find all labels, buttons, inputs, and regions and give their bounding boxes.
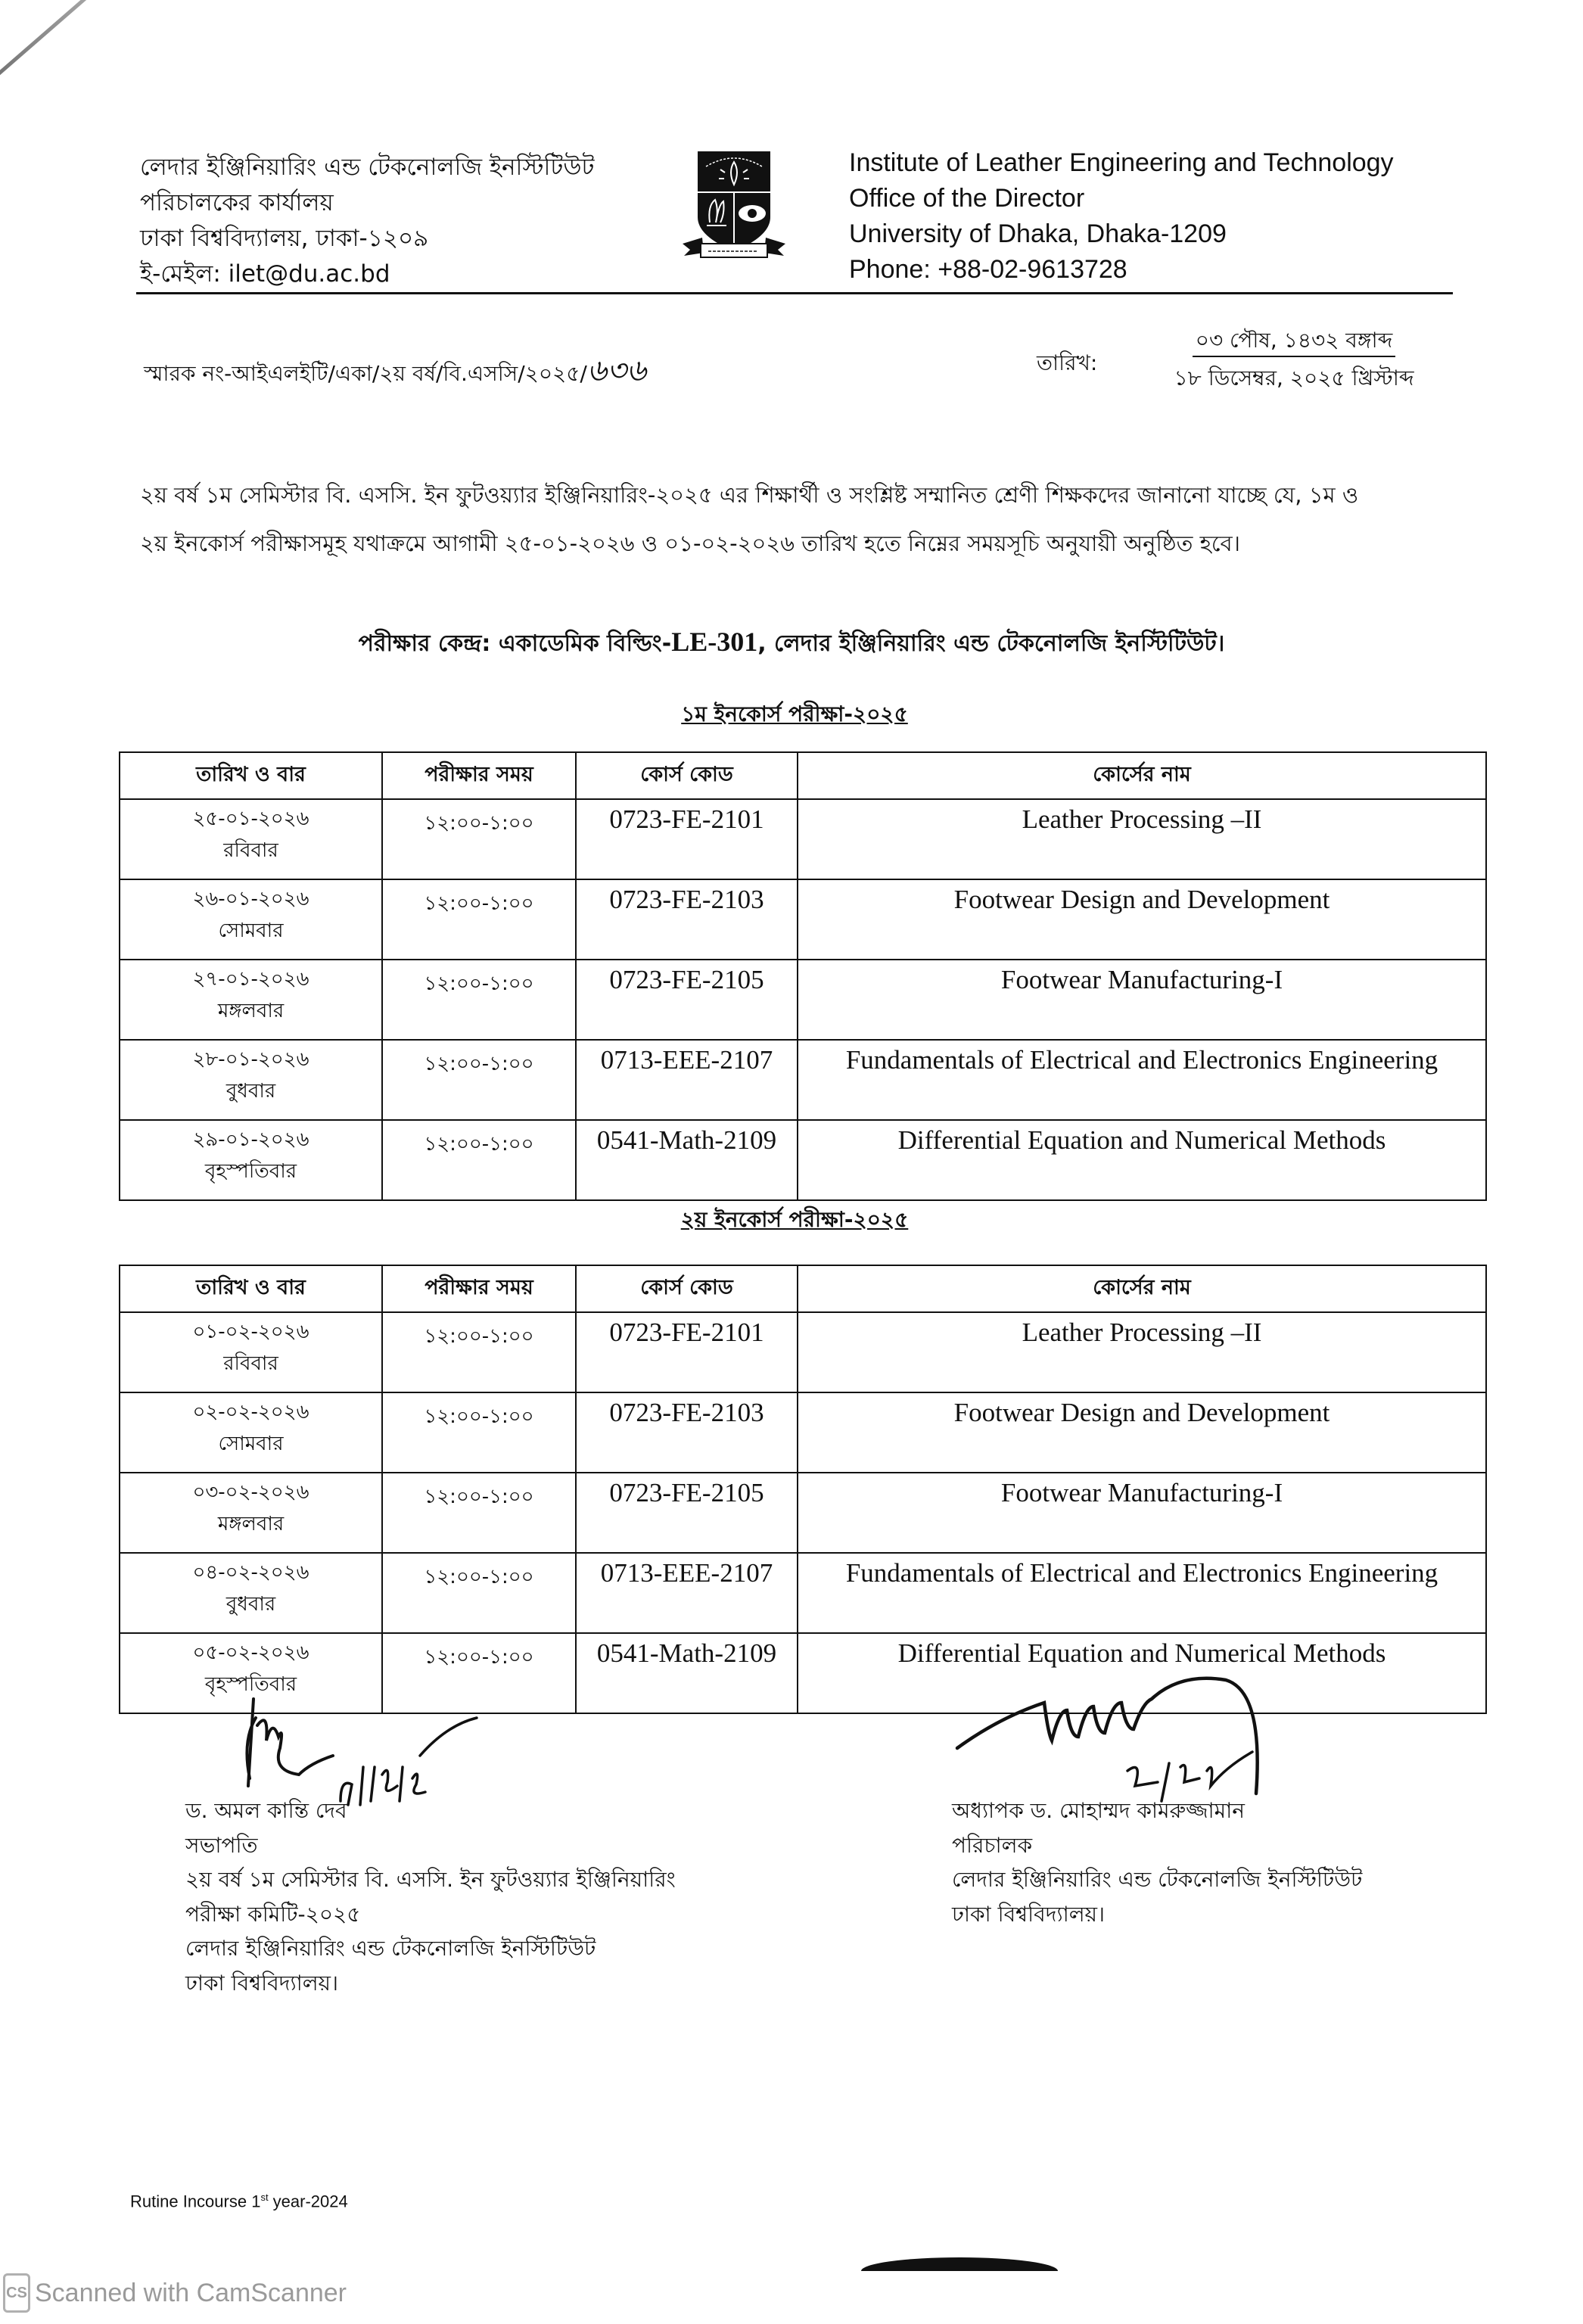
notice-line-1: ২য় বর্ষ ১ম সেমিস্টার বি. এসসি. ইন ফুটওয়্যার ইঞ্জিনিয়ারিং-২০২৫ এর শিক্ষার্থী ও সংশ্লিষ্ট সম্মানিত শ্রেণী শিক্ষকদের জানানো যাচ্ছে যে, ১ম ও [140,482,1359,508]
table-row [120,799,1486,879]
table-row [120,879,1486,960]
signatory-left [185,1794,676,2000]
exam-day: মঙ্গলবার [217,1513,285,1535]
exam-date: ২৬-০১-২০২৬ [192,888,309,910]
footer-note-prefix: Rutine Incourse 1 [130,2192,261,2211]
course-name: Differential Equation and Numerical Methods [798,1633,1486,1713]
course-code: 0723-FE-2101 [576,799,798,879]
course-name: Footwear Design and Development [798,879,1486,960]
header-time: পরীক্ষার সময় [382,1265,576,1312]
exam-day: বুধবার [225,1593,276,1616]
camscanner-watermark-text: Scanned with CamScanner [35,2278,347,2307]
signatory-right-university: ঢাকা বিশ্ববিদ্যালয়। [952,1901,1106,1927]
exam-day: বুধবার [225,1080,276,1103]
office-name-english: Office of the Director [849,184,1085,213]
scan-artifact-blob [861,2257,1058,2271]
exam-day: বৃহস্পতিবার [204,1160,297,1183]
institute-name-english: Institute of Leather Engineering and Technology [849,148,1394,177]
table-row [120,1553,1486,1633]
date-label: তারিখ: [1037,350,1098,375]
exam-time: ১২:০০-১:০০ [382,799,576,879]
header-time: পরীক্ষার সময় [382,752,576,799]
signatory-left-committee-year: পরীক্ষা কমিটি-২০২৫ [185,1901,361,1927]
letterhead-english [849,145,1394,288]
signatory-right-name: অধ্যাপক ড. মোহাম্মদ কামরুজ্জামান [952,1798,1245,1823]
exam-day: বৃহস্পতিবার [204,1673,297,1696]
exam-time: ১২:০০-১:০০ [382,1633,576,1713]
camscanner-watermark [3,2273,347,2313]
course-code: 0541-Math-2109 [576,1120,798,1200]
course-code: 0723-FE-2103 [576,1392,798,1473]
signatory-right-title: পরিচালক [952,1832,1033,1858]
university-of-dhaka-crest-icon [681,145,787,263]
exam-date: ০৫-০২-২০২৬ [192,1641,309,1664]
course-name: Footwear Manufacturing-I [798,1473,1486,1553]
exam-center [0,625,1583,664]
exam-time: ১২:০০-১:০০ [382,1040,576,1120]
date-block [1150,322,1438,397]
letterhead-bangla [140,150,594,292]
schedule-1-table [119,751,1487,1201]
header-course-code: কোর্স কোড [576,1265,798,1312]
course-code: 0713-EEE-2107 [576,1040,798,1120]
exam-time: ১২:০০-১:০০ [382,960,576,1040]
exam-time: ১২:০০-১:০০ [382,1392,576,1473]
course-name: Differential Equation and Numerical Methods [798,1120,1486,1200]
header-date-day: তারিখ ও বার [120,752,382,799]
signatory-right-institute: লেদার ইঞ্জিনিয়ারিং এন্ড টেকনোলজি ইনস্টিটিউট [952,1867,1363,1892]
exam-day: সোমবার [218,919,284,942]
memo-reference [144,347,646,397]
exam-time: ১২:০০-১:০০ [382,1473,576,1553]
course-name: Footwear Design and Development [798,1392,1486,1473]
table-row [120,1040,1486,1120]
date-bangla-calendar: ০৩ পৌষ, ১৪৩২ বঙ্গাব্দ [1193,325,1396,357]
course-name: Footwear Manufacturing-I [798,960,1486,1040]
signatory-left-university: ঢাকা বিশ্ববিদ্যালয়। [185,1970,339,1996]
memo-reference-number: ৬৩৬ [586,353,646,388]
camscanner-logo-icon: CS [3,2273,30,2313]
signatory-left-name: ড. অমল কান্তি দেব [185,1798,347,1823]
signatory-left-institute: লেদার ইঞ্জিনিয়ারিং এন্ড টেকনোলজি ইনস্টিটিউট [185,1936,596,1961]
course-name: Leather Processing –II [798,1312,1486,1392]
phone-english: Phone: +88-02-9613728 [849,255,1127,284]
notice-paragraph [140,471,1502,568]
table-row [120,1120,1486,1200]
exam-time: ১২:০০-১:০০ [382,1312,576,1392]
exam-date: ২৮-০১-২০২৬ [192,1048,309,1071]
exam-time: ১২:০০-১:০০ [382,1553,576,1633]
exam-date: ২৫-০১-২০২৬ [192,807,309,830]
course-name: Fundamentals of Electrical and Electronics Engineering [798,1040,1486,1120]
header-course-name: কোর্সের নাম [798,1265,1486,1312]
course-code: 0713-EEE-2107 [576,1553,798,1633]
course-code: 0723-FE-2101 [576,1312,798,1392]
exam-day: সোমবার [218,1433,284,1455]
exam-date: ০৪-০২-২০২৬ [192,1561,309,1584]
signatory-left-committee: ২য় বর্ষ ১ম সেমিস্টার বি. এসসি. ইন ফুটওয়্যার ইঞ্জিনিয়ারিং [185,1867,676,1892]
exam-day: রবিবার [223,839,278,862]
course-code: 0723-FE-2105 [576,1473,798,1553]
email-bangla: ই-মেইল: ilet@du.ac.bd [140,260,390,288]
footer-note [130,2192,348,2211]
course-name: Fundamentals of Electrical and Electronics Engineering [798,1553,1486,1633]
signatory-left-title: সভাপতি [185,1832,258,1858]
exam-day: মঙ্গলবার [217,1000,285,1022]
scan-artifact-line [0,0,170,86]
exam-date: ০২-০২-২০২৬ [192,1401,309,1423]
exam-center-prefix: পরীক্ষার কেন্দ্র: একাডেমিক বিল্ডিং- [358,630,672,657]
course-code: 0723-FE-2103 [576,879,798,960]
exam-day: রবিবার [223,1352,278,1375]
table-header-row [120,752,1486,799]
course-code: 0541-Math-2109 [576,1633,798,1713]
table-row [120,960,1486,1040]
table-row [120,1312,1486,1392]
table-header-row [120,1265,1486,1312]
letterhead-divider [136,292,1453,294]
signatory-right [952,1794,1362,1931]
signature-left-icon [227,1695,499,1809]
signature-right-icon [953,1672,1407,1809]
exam-date: ২৯-০১-২০২৬ [192,1128,309,1151]
exam-date: ০১-০২-২০২৬ [192,1321,309,1343]
address-bangla: ঢাকা বিশ্ববিদ্যালয়, ঢাকা-১২০৯ [140,225,429,252]
schedule-2-table [119,1265,1487,1714]
exam-date: ০৩-০২-২০২৬ [192,1481,309,1504]
exam-center-room: LE-301 [671,627,758,657]
header-date-day: তারিখ ও বার [120,1265,382,1312]
office-name-bangla: পরিচালকের কার্যালয় [140,189,334,216]
notice-line-2: ২য় ইনকোর্স পরীক্ষাসমূহ যথাক্রমে আগামী ২৫-০১-২০২৬ ও ০১-০২-২০২৬ তারিখ হতে নিম্নের সময়সূচি অনুযায়ী অনুষ্ঠিত হবে। [140,530,1241,556]
header-course-code: কোর্স কোড [576,752,798,799]
table-row [120,1392,1486,1473]
memo-reference-prefix: স্মারক নং-আইএলইটি/একা/২য় বর্ষ/বি.এসসি/২০২৫/ [144,361,587,386]
table-row [120,1473,1486,1553]
course-code: 0723-FE-2105 [576,960,798,1040]
exam-time: ১২:০০-১:০০ [382,879,576,960]
date-gregorian: ১৮ ডিসেম্বর, ২০২৫ খ্রিস্টাব্দ [1174,366,1414,390]
institute-name-bangla: লেদার ইঞ্জিনিয়ারিং এন্ড টেকনোলজি ইনস্টিটিউট [140,154,595,181]
footer-note-sup: st [260,2192,269,2203]
course-name: Leather Processing –II [798,799,1486,879]
exam-center-suffix: , লেদার ইঞ্জিনিয়ারিং এন্ড টেকনোলজি ইনস্টিটিউট। [757,630,1225,657]
schedule-1-title: ১ম ইনকোর্স পরীক্ষা-২০২৫ [681,702,908,726]
exam-time: ১২:০০-১:০০ [382,1120,576,1200]
footer-note-suffix: year-2024 [268,2192,348,2211]
exam-date: ২৭-০১-২০২৬ [192,968,309,991]
address-english: University of Dhaka, Dhaka-1209 [849,219,1227,248]
schedule-2-title: ২য় ইনকোর্স পরীক্ষা-২০২৫ [680,1207,909,1232]
header-course-name: কোর্সের নাম [798,752,1486,799]
